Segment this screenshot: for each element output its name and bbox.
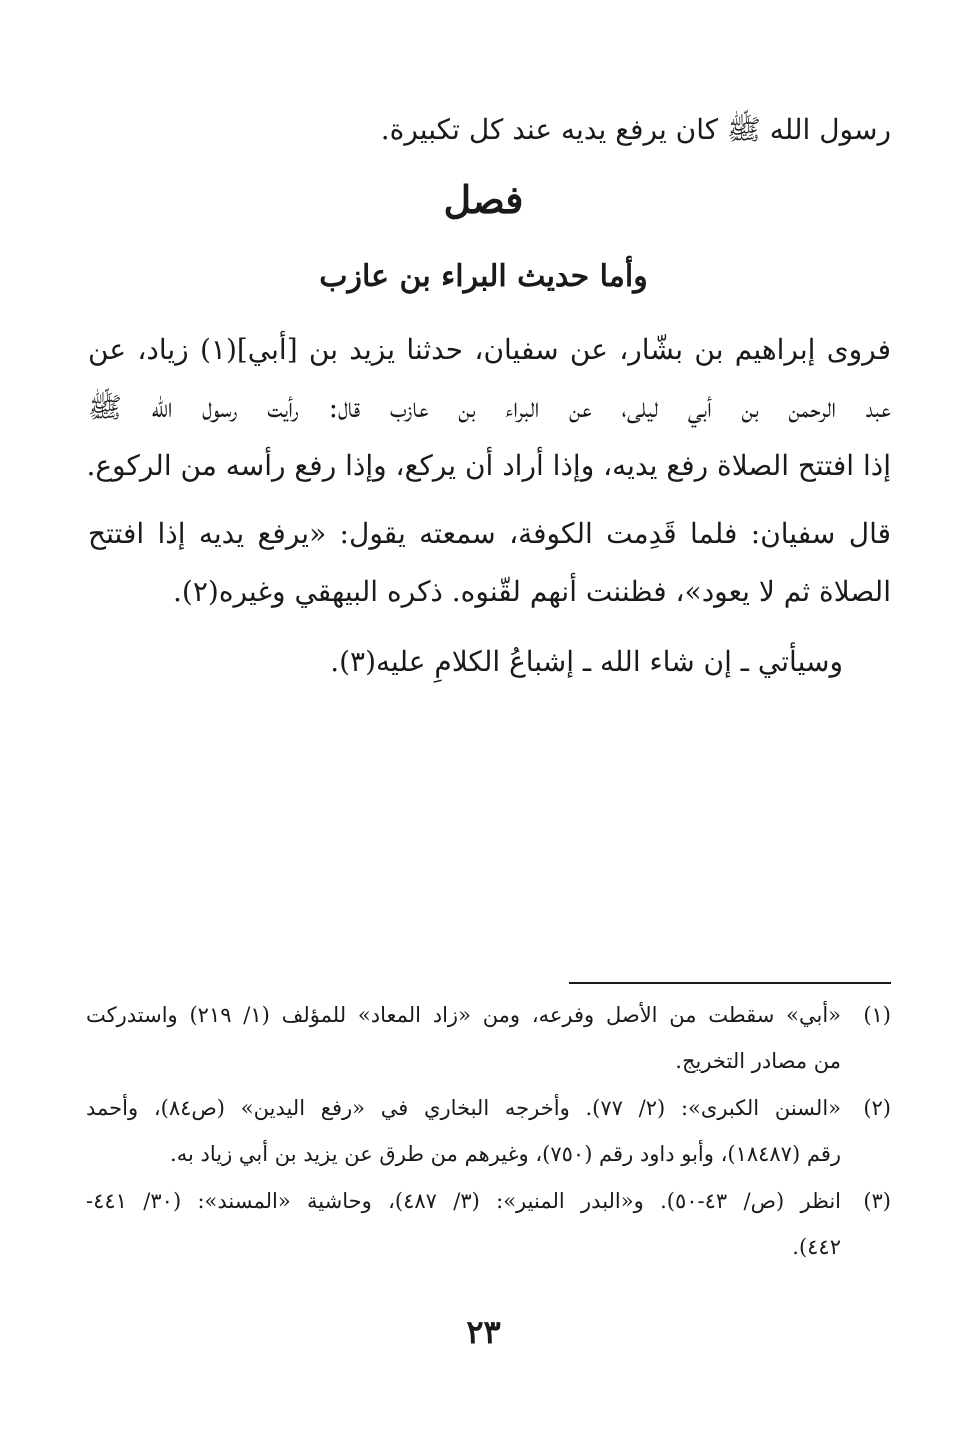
- footnote-text: انظر (ص/ ٤٣-٥٠). و«البدر المنير»: (٣/ ٤٨٧)، وحاشية «المسند»: (٣٠/ ٤٤١-: [86, 1189, 842, 1213]
- footnote-text: «أبي» سقطت من الأصل وفرعه، ومن «زاد المعاد» للمؤلف (١/ ٢١٩) واستدركت: [86, 1003, 841, 1027]
- footnote-number: (١): [863, 1003, 891, 1027]
- continued-text-line: رسول الله ﷺ كان يرفع يديه عند كل تكبيرة.: [380, 113, 891, 146]
- page-number: ٢٣: [466, 1313, 501, 1351]
- footnote-number: (٢): [863, 1096, 891, 1120]
- footnote-number: (٣): [863, 1189, 891, 1213]
- footnote-text: ٤٤٢).: [792, 1235, 841, 1259]
- paragraph-line: قال سفيان: فلما قَدِمت الكوفة، سمعته يقول: «يرفع يديه إذا افتتح: [88, 517, 891, 550]
- paragraph-line: فروى إبراهيم بن بشّار، عن سفيان، حدثنا يزيد بن [أبي](١) زياد، عن: [88, 333, 891, 366]
- footnote-text: «السنن الكبرى»: (٢/ ٧٧). وأخرجه البخاري في «رفع اليدين» (ص٨٤)، وأحمد: [86, 1096, 841, 1120]
- footnote-divider: [569, 982, 891, 984]
- section-subheading: وأما حديث البراء بن عازب: [319, 259, 648, 294]
- footnote-text: رقم (١٨٤٨٧)، وأبو داود رقم (٧٥٠)، وغيرهم من طرق عن يزيد بن أبي زياد به.: [170, 1142, 841, 1166]
- footnote-text: من مصادر التخريج.: [675, 1049, 841, 1073]
- section-heading: فصل: [443, 177, 524, 222]
- paragraph-line: الصلاة ثم لا يعود»، فظننت أنهم لقّنوه. ذكره البيهقي وغيره(٢).: [173, 575, 891, 608]
- paragraph-line: إذا افتتح الصلاة رفع يديه، وإذا أراد أن يركع، وإذا رفع رأسه من الركوع.: [86, 449, 891, 482]
- paragraph-line: وسيأتي ـ إن شاء الله ـ إشباعُ الكلامِ عليه(٣).: [330, 645, 843, 678]
- paragraph-line: عبد الرحمن بن أبي ليلى، عن البراء بن عازب قال: رأيت رسول الله ﷺ: [88, 391, 891, 424]
